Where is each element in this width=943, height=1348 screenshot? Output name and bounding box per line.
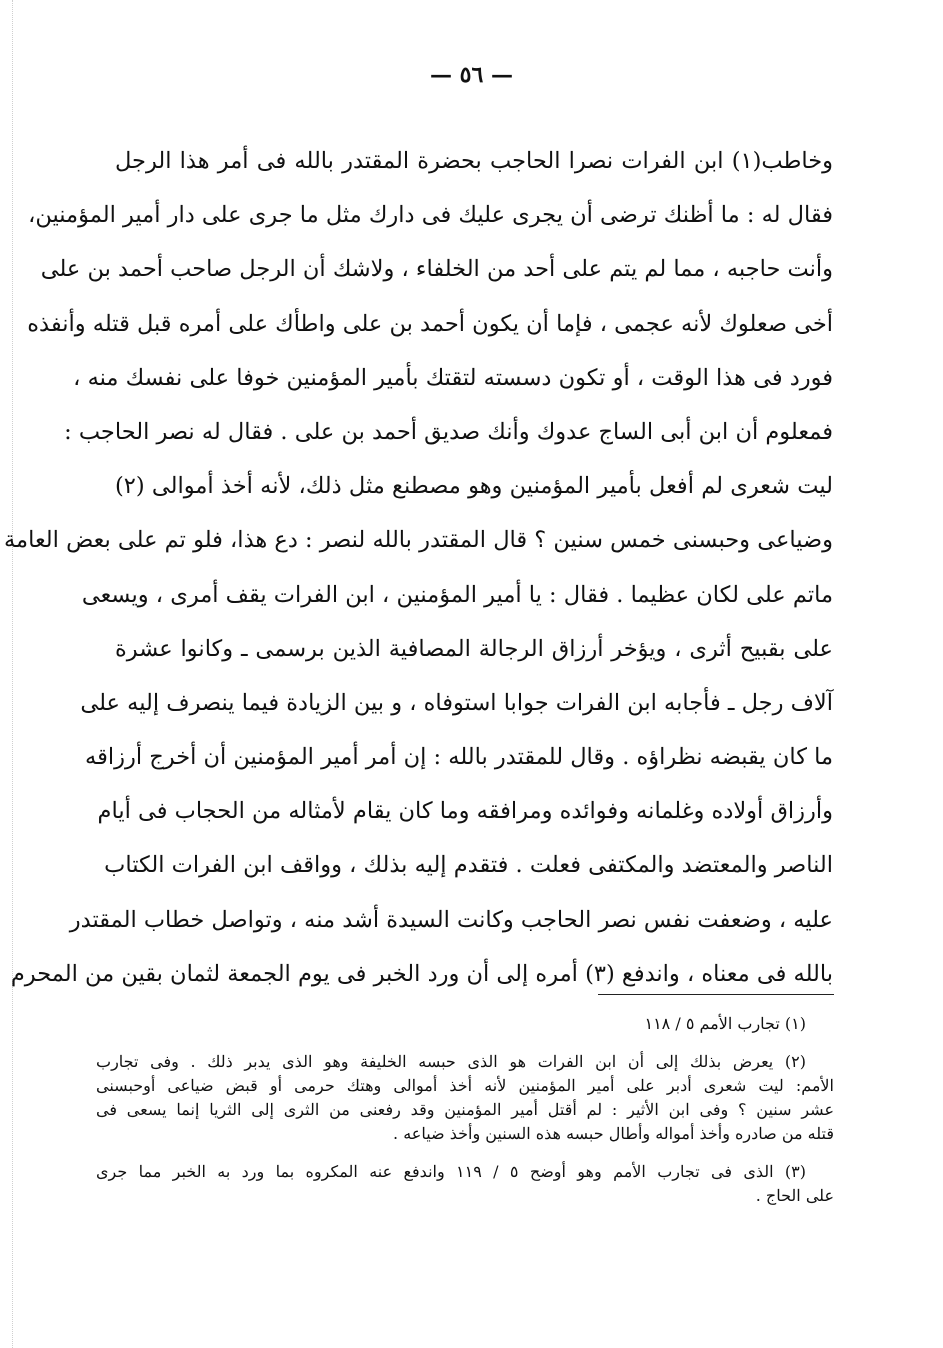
text-line: وضياعى وحبسنى خمس سنين ؟ قال المقتدر بالله لنصر : دع هذا، فلو تم على بعض العامة	[3, 527, 833, 554]
text-line: أخى صعلوك لأنه عجمى ، فإما أن يكون أحمد بن على واطأك على أمره قبل قتله وأنفذه	[27, 310, 833, 337]
text-line: عليه ، وضعفت نفس نصر الحاجب وكانت السيدة أشد منه ، وتواصل خطاب المقتدر	[69, 906, 833, 933]
text-line: بالله فى معناه ، واندفع (٣) أمره إلى أن ورد الخبر فى يوم الجمعة لثمان بقين من المحرم	[10, 960, 833, 987]
footnote-2-line: قتله من صادره وأخذ أمواله وأطال حبسه هذه السنين وأخذ ضياعه .	[393, 1124, 834, 1143]
text-line: فقال له : ما أظنك ترضى أن يجرى عليك فى دارك مثل ما جرى على دار أمير المؤمنين،	[28, 202, 833, 229]
text-line: ماتم على لكان عظيما . فقال : يا أمير المؤمنين ، ابن الفرات يقف أمرى ، ويسعى	[81, 581, 833, 608]
footnote-2-line: عشر سنين ؟ وفى ابن الأثير : لم أقتل أمير المؤمنين وقد رفعنى من الثرى إلى الثريا إنما يسعى فى	[96, 1100, 834, 1119]
page-number: — ٥٦ —	[430, 62, 513, 88]
footnote-1: (١) تجارب الأمم ٥ / ١١٨	[644, 1014, 806, 1033]
text-line: وأنت حاجبه ، مما لم يتم على أحد من الخلفاء ، ولاشك أن الرجل صاحب أحمد بن على	[40, 256, 833, 283]
footnote-divider	[598, 994, 834, 995]
text-line: فورد فى هذا الوقت ، أو تكون دسسته لتقتك بأمير المؤمنين خوفا على نفسك منه ،	[73, 364, 833, 391]
footnote-2-line: (٢) يعرض بذلك إلى أن ابن الفرات هو الذى حبسه الخليفة وهو الذى يدبر ذلك . وفى تجارب	[96, 1052, 806, 1071]
text-line: آلاف رجل ـ فأجابه ابن الفرات جوابا استوفاه ، و بين الزيادة فيما ينصرف إليه على	[80, 689, 833, 716]
footnote-3-line: (٣) الذى فى تجارب الأمم وهو أوضح ٥ / ١١٩ واندفع عنه المكروه بما ورد به الخبر مما جرى	[96, 1162, 807, 1181]
main-text	[3, 134, 833, 1001]
footnote-3-line: على الحاج .	[755, 1186, 834, 1205]
footnote-2-line: الأمم: ليت شعرى أدبر على أمير المؤمنين لأنه أخذ أموالى وهتك حرمى أو قبض ضياعى أوحبسنى	[96, 1076, 834, 1095]
text-line: فمعلوم أن ابن أبى الساج عدوك وأنك صديق أحمد بن على . فقال له نصر الحاجب :	[64, 418, 833, 445]
scan-edge-line	[12, 0, 14, 1348]
footnotes	[96, 1012, 834, 1208]
text-line: على بقبيح أثرى ، ويؤخر أرزاق الرجالة المصافية الذين برسمى ـ وكانوا عشرة	[115, 635, 833, 662]
text-line: وخاطب(١) ابن الفرات نصرا الحاجب بحضرة المقتدر بالله فى أمر هذا الرجل	[115, 148, 833, 174]
text-line: وأرزاق أولاده وغلمانه وفوائده ومرافقه وما كان يقام لأمثاله من الحجاب فى أيام	[97, 798, 833, 825]
text-line: ما كان يقبضه نظراؤه . وقال للمقتدر بالله : إن أمر أمير المؤمنين أن أخرج أرزاقه	[85, 744, 833, 771]
text-line: ليت شعرى لم أفعل بأمير المؤمنين وهو مصطنع مثل ذلك، لأنه أخذ أموالى (٢)	[115, 473, 833, 500]
text-line: الناصر والمعتضد والمكتفى فعلت . فتقدم إليه بذلك ، وواقف ابن الفرات الكتاب	[104, 852, 833, 879]
